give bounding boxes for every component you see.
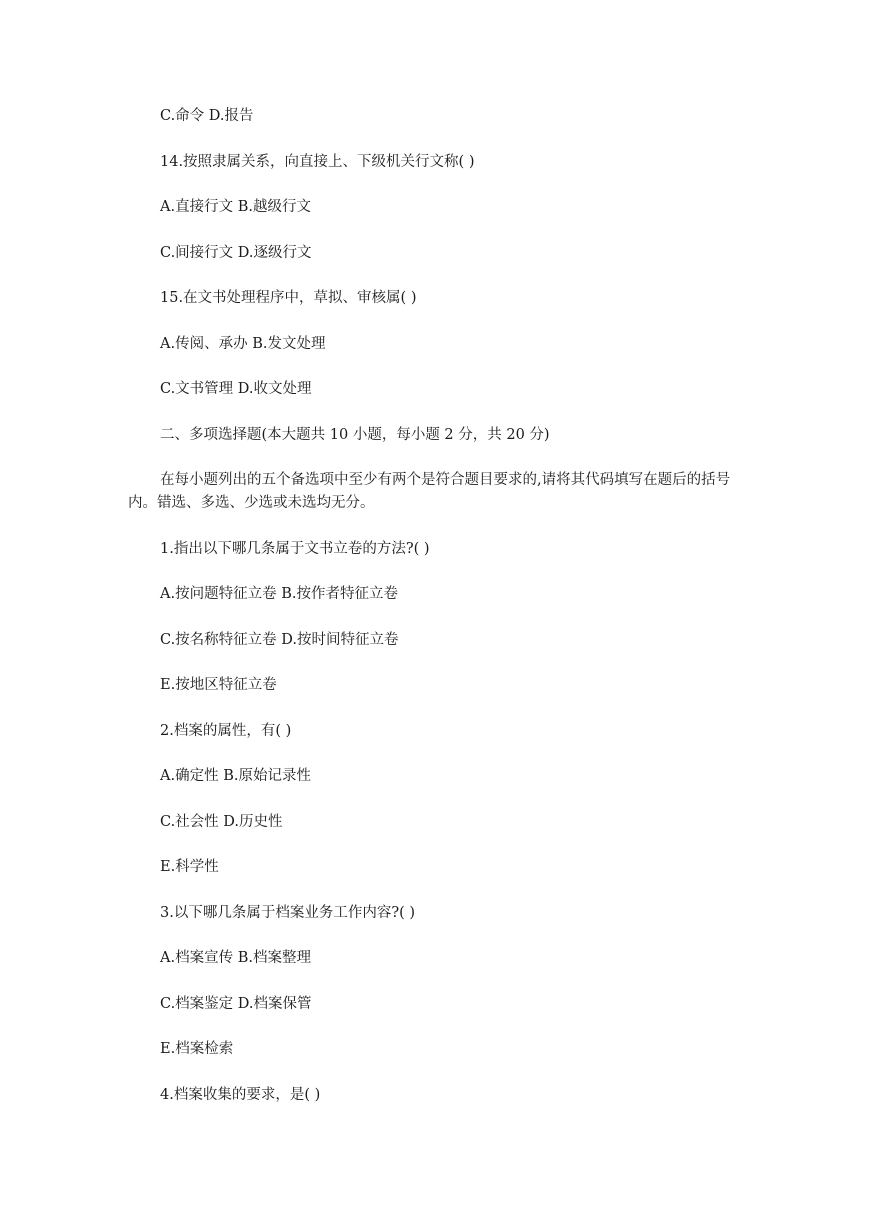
option-line-15-ab: A.传阅、承办 B.发文处理 xyxy=(160,336,326,352)
option-line-mc2-ab: A.确定性 B.原始记录性 xyxy=(160,768,311,784)
option-line-15-cd: C.文书管理 D.收文处理 xyxy=(160,381,312,397)
question-mc-2: 2.档案的属性，有( ) xyxy=(160,723,292,739)
question-14: 14.按照隶属关系，向直接上、下级机关行文称( ) xyxy=(160,154,475,170)
question-mc-1: 1.指出以下哪几条属于文书立卷的方法?( ) xyxy=(160,541,430,557)
section-heading-multiple-choice: 二、多项选择题(本大题共 10 小题，每小题 2 分，共 20 分) xyxy=(160,427,550,443)
option-line-mc2-e: E.科学性 xyxy=(160,859,219,875)
option-line-14-cd: C.间接行文 D.逐级行文 xyxy=(160,245,312,261)
question-15: 15.在文书处理程序中，草拟、审核属( ) xyxy=(160,290,417,306)
question-mc-4: 4.档案收集的要求，是( ) xyxy=(160,1087,321,1103)
option-line-mc3-e: E.档案检索 xyxy=(160,1041,234,1057)
option-line-mc2-cd: C.社会性 D.历史性 xyxy=(160,814,283,830)
option-line-mc3-ab: A.档案宣传 B.档案整理 xyxy=(160,950,311,966)
option-line-14-ab: A.直接行文 B.越级行文 xyxy=(160,199,311,215)
option-line-mc3-cd: C.档案鉴定 D.档案保管 xyxy=(160,996,312,1012)
option-line-mc1-cd: C.按名称特征立卷 D.按时间特征立卷 xyxy=(160,632,399,648)
question-mc-3: 3.以下哪几条属于档案业务工作内容?( ) xyxy=(160,905,416,921)
option-line-mc1-e: E.按地区特征立卷 xyxy=(160,677,277,693)
option-line-13-cd: C.命令 D.报告 xyxy=(160,108,254,124)
section-instructions: 在每小题列出的五个备选项中至少有两个是符合题目要求的,请将其代码填写在题后的括号内。错选、多选、少选或未选均无分。 xyxy=(128,472,731,511)
option-line-mc1-ab: A.按问题特征立卷 B.按作者特征立卷 xyxy=(160,586,398,602)
